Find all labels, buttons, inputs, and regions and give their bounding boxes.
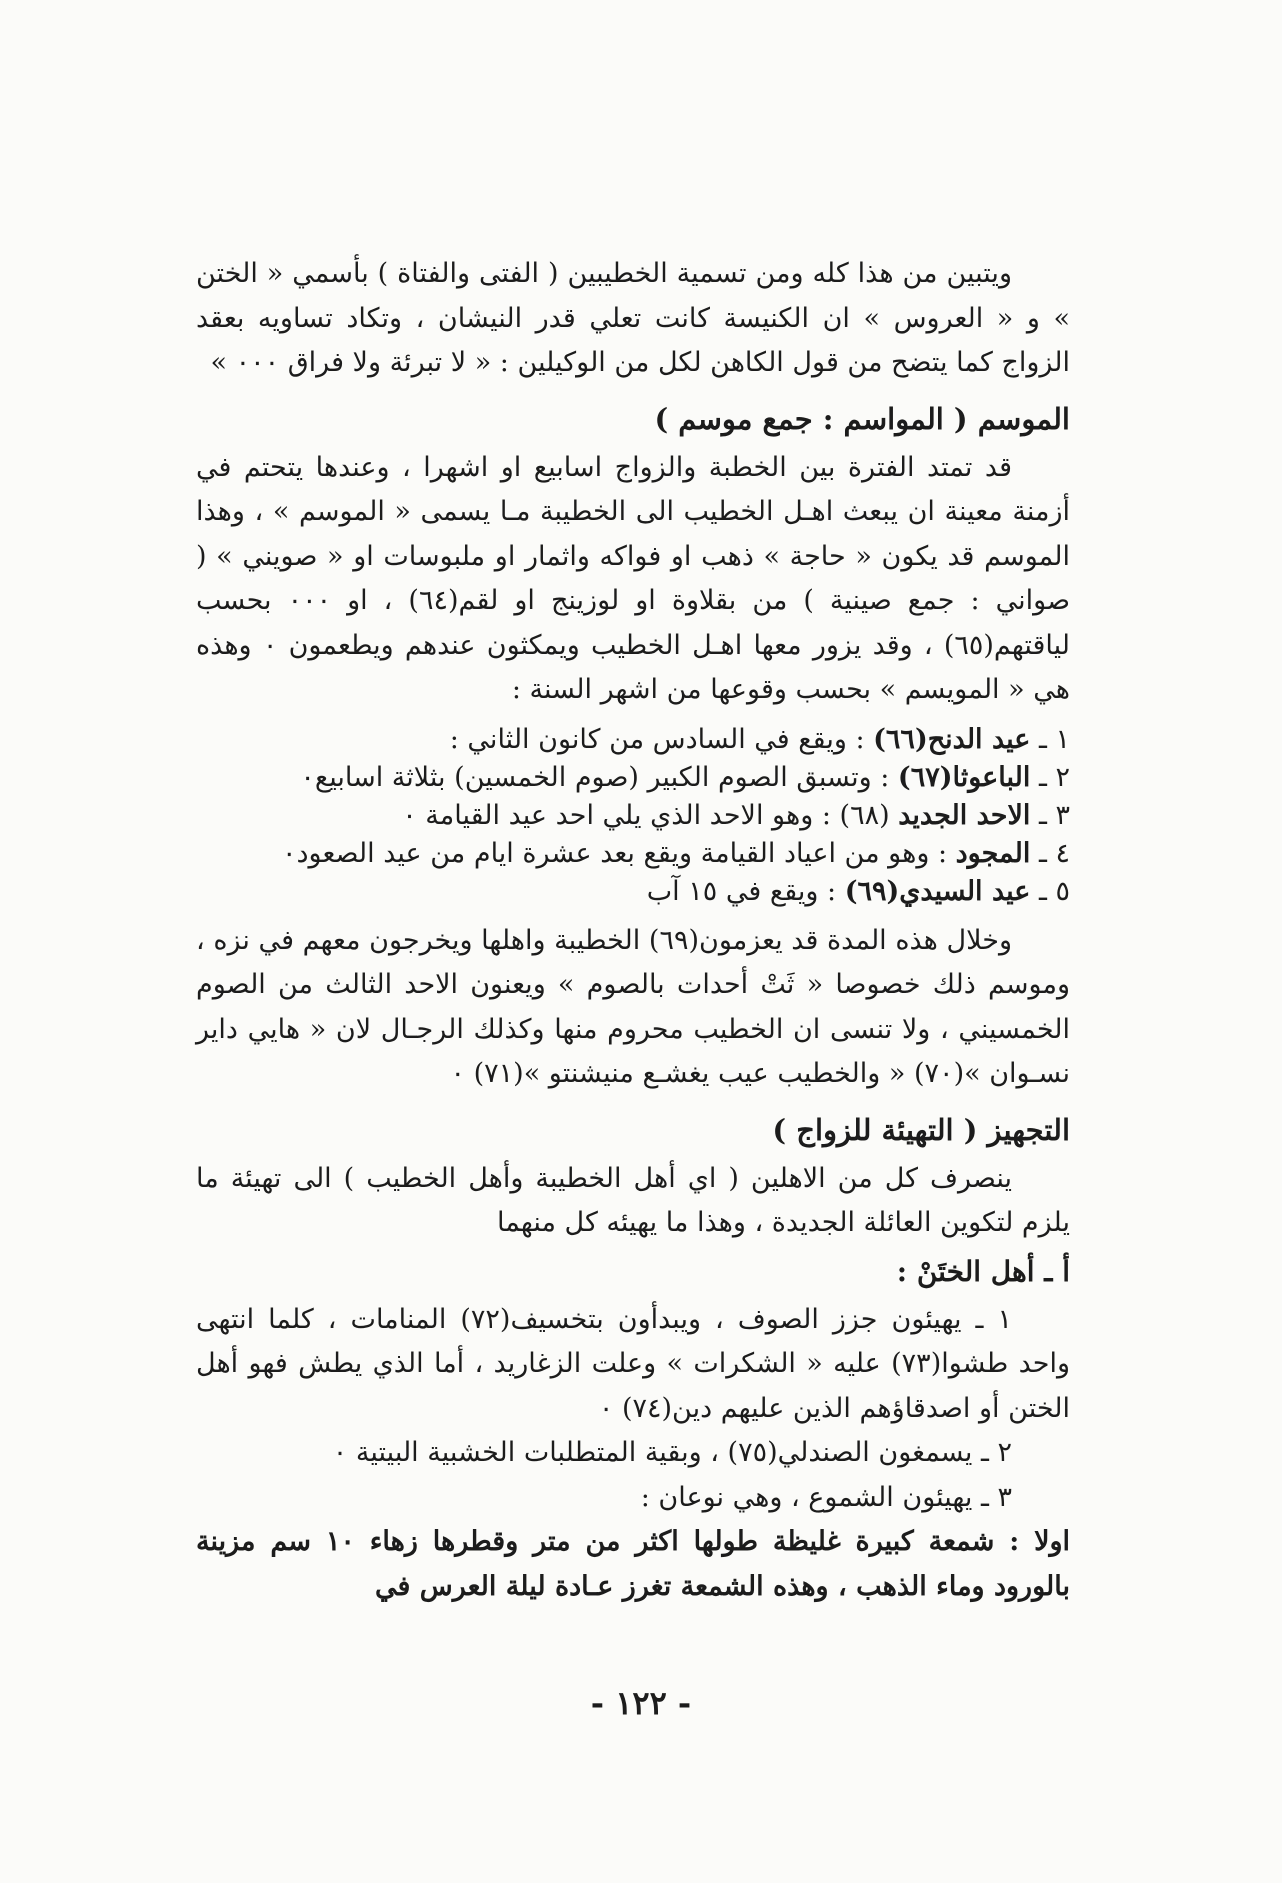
mawsim-paragraph-2: وخلال هذه المدة قد يعزمون(٦٩) الخطيبة واهلها ويخرجون معهم في نزه ، وموسم ذلك خصوصا « ثَتْ أحدات بالصوم » ويعنون الاحد الثالث من الصوم الخمسيني ، ولا تنسى ان الخطيب محروم منها وكذلك الرجـال لان « هايي داير نسـوان »(٧٠) « والخطيب عيب يغشـع منيشنتو »(٧١) ٠ [196, 924, 1070, 1089]
list-item-term: الباعوثا(٦٧) [897, 761, 1031, 793]
list-item: ٢ ـ الباعوثا(٦٧) : وتسبق الصوم الكبير (صوم الخمسين) بثلاثة اسابيع٠ [300, 761, 1070, 793]
tajheez-item: ١ ـ يهيئون جزز الصوف ، ويبدأون بتخسيف(٧٢) المنامات ، كلما انتهى واحد طشوا(٧٣) عليه « الشكرات » وعلت الزغاريد ، أما الذي يطش فهو أهل الختن أو اصدقاؤهم الذين عليهم دين(٧٤) ٠ [196, 1303, 1070, 1424]
list-item-term: المجود [955, 837, 1031, 869]
tajheez-paragraph: ينصرف كل من الاهلين ( اي أهل الخطيبة وأهل الخطيب ) الى تهيئة ما يلزم لتكوين العائلة الجديدة ، وهذا ما يهيئه كل منهما [196, 1162, 1070, 1238]
sub-heading-ahl-al-khatan: أ ـ أهل الختَنْ : [896, 1254, 1070, 1288]
list-item: ٤ ـ المجود : وهو من اعياد القيامة ويقع بعد عشرة ايام من عيد الصعود٠ [282, 837, 1070, 869]
tajheez-item: ٣ ـ يهيئون الشموع ، وهي نوعان : [640, 1481, 1012, 1513]
list-item-term: عيد الدنح(٦٦) [873, 723, 1031, 755]
list-item: ١ ـ عيد الدنح(٦٦) : ويقع في السادس من كانون الثاني : [449, 723, 1070, 755]
page-number: - ١٢٢ - [590, 1684, 692, 1722]
list-item-term: الاحد الجديد [898, 799, 1031, 831]
list-item-term: عيد السيدي(٦٩) [844, 875, 1031, 907]
mawsim-paragraph: قد تمتد الفترة بين الخطبة والزواج اسابيع او اشهرا ، وعندها يتحتم في أزمنة معينة ان يبعث اهـل الخطيب الى الخطيبة مـا يسمى « الموسم » ، وهذا الموسم قد يكون « حاجة » ذهب او فواكه واثمار او ملبوسات او « صويني » ( صواني : جمع صينية ) من بقلاوة او لوزينج او لقم(٦٤) ، او ٠٠٠ بحسب لياقتهم(٦٥) ، وقد يزور معها اهـل الخطيب ويمكثون عندهم ويطعمون ٠ وهذه هي « المويسم » بحسب وقوعها من اشهر السنة : [196, 451, 1070, 705]
section-heading-tajheez: التجهيز ( التهيئة للزواج ) [772, 1112, 1070, 1147]
closing-paragraph: اولا : شمعة كبيرة غليظة طولها اكثر من متر وقطرها زهاء ١٠ سم مزينة بالورود وماء الذهب ، وهذه الشمعة تغرز عـادة ليلة العرس في [196, 1526, 1071, 1602]
list-item: ٣ ـ الاحد الجديد (٦٨) : وهو الاحد الذي يلي احد عيد القيامة ٠ [402, 799, 1070, 831]
intro-paragraph: ويتبين من هذا كله ومن تسمية الخطيبين ( الفتى والفتاة ) بأسمي « الختن » و « العروس » ان الكنيسة كانت تعلي قدر النيشان ، وتكاد تساويه بعقد الزواج كما يتضح من قول الكاهن لكل من الوكيلين : « لا تبرئة ولا فراق ٠٠٠ » [196, 258, 1070, 378]
list-item: ٥ ـ عيد السيدي(٦٩) : ويقع في ١٥ آب [646, 875, 1070, 907]
tajheez-item: ٢ ـ يسمغون الصندلي(٧٥) ، وبقية المتطلبات الخشبية البيتية ٠ [332, 1437, 1012, 1468]
section-heading-mawsim: الموسم ( المواسم : جمع موسم ) [654, 401, 1070, 436]
